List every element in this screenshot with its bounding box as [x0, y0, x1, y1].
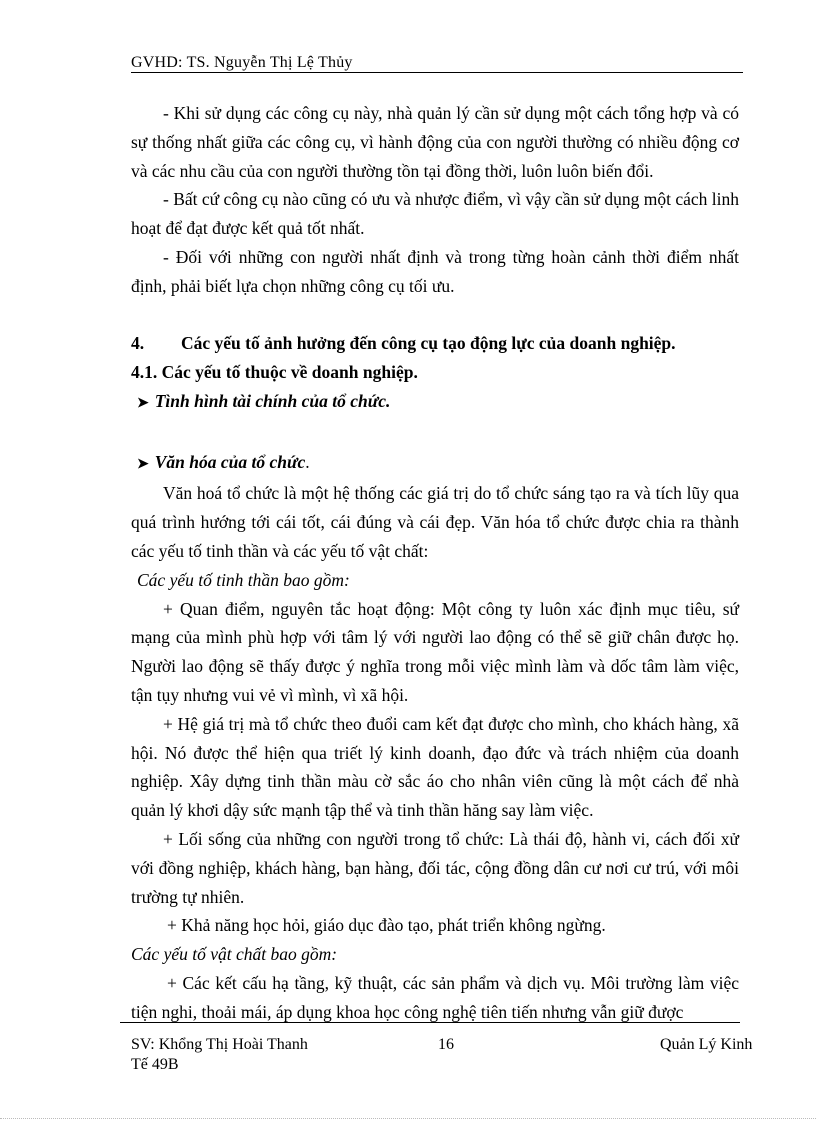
bullet-finance-text: Tình hình tài chính của tổ chức. [154, 390, 391, 411]
footer-divider [120, 1022, 740, 1023]
spiritual-item-learning: + Khả năng học hỏi, giáo dục đào tạo, phát triển không ngừng. [167, 915, 606, 936]
section-4-number: 4. [131, 333, 145, 354]
page-header: GVHD: TS. Nguyễn Thị Lệ Thủy [131, 54, 353, 71]
header-divider [131, 72, 743, 73]
arrow-bullet-icon: ➤ [137, 395, 149, 411]
spiritual-heading: Các yếu tố tinh thần bao gồm: [137, 569, 350, 590]
section-4-heading [131, 329, 739, 358]
paragraph-culture-intro: Văn hoá tổ chức là một hệ thống các giá trị do tổ chức sáng tạo ra và tích lũy qua quá trình hướng tới cái tốt, cái đúng và cái đẹp. Văn hóa tổ chức được chia ra thành các yếu tố tinh thần và các yếu tố vật chất: [131, 483, 739, 561]
footer-major: Quản Lý Kinh [660, 1036, 753, 1053]
page-number: 16 [438, 1036, 454, 1053]
bullet-finance [131, 387, 739, 419]
page-body [131, 99, 739, 1027]
material-item-infrastructure: + Các kết cấu hạ tầng, kỹ thuật, các sản phẩm và dịch vụ. Môi trường làm việc tiện nghi, thoải mái, áp dụng khoa học công nghệ tiên tiến nhưng vẫn giữ được [131, 972, 739, 1022]
footer-student-name: SV: Khổng Thị Hoài Thanh [131, 1036, 308, 1053]
spiritual-item-lifestyle: + Lối sống của những con người trong tổ chức: Là thái độ, hành vi, cách đối xử với đồng nghiệp, khách hàng, bạn hàng, đối tác, cộng đồng dân cư nơi cư trú, với môi trường tự nhiên. [131, 828, 739, 907]
section-4-title: Các yếu tố ảnh hưởng đến công cụ tạo động lực của doanh nghiệp. [181, 333, 676, 354]
arrow-bullet-icon: ➤ [137, 456, 149, 472]
page-bottom-edge [0, 1118, 816, 1119]
paragraph-tools-flexible: - Bất cứ công cụ nào cũng có ưu và nhược điểm, vì vậy cần sử dụng một cách linh hoạt để đạt được kết quả tốt nhất. [131, 189, 739, 239]
footer-student [131, 1035, 331, 1075]
footer-student-class: Tế 49B [131, 1056, 179, 1073]
bullet-culture [131, 448, 739, 480]
material-heading: Các yếu tố vật chất bao gồm: [131, 944, 338, 965]
section-4-1-heading: 4.1. Các yếu tố thuộc về doanh nghiệp. [131, 362, 418, 383]
paragraph-tools-combined: - Khi sử dụng các công cụ này, nhà quản lý cần sử dụng một cách tổng hợp và có sự thống nhất giữa các công cụ, vì hành động của con người thường có nhiều động cơ và các nhu cầu của con người thường tồn tại đồng thời, luôn luôn biến đổi. [131, 103, 739, 181]
paragraph-tools-optimal: - Đối với những con người nhất định và trong từng hoàn cảnh thời điểm nhất định, phải biết lựa chọn những công cụ tối ưu. [131, 246, 739, 296]
spiritual-item-values: + Hệ giá trị mà tổ chức theo đuổi cam kết đạt được cho mình, cho khách hàng, xã hội. Nó được thể hiện qua triết lý kinh doanh, đạo đức và trách nhiệm của doanh nghiệp. Xây dựng tinh thần màu cờ sắc áo cho nhân viên cũng là một cách để nhà quản lý khơi dậy sức mạnh tập thể và tinh thần hăng say làm việc. [131, 713, 739, 821]
spiritual-item-principles: + Quan điểm, nguyên tắc hoạt động: Một công ty luôn xác định mục tiêu, sứ mạng của mình phù hợp với tâm lý với người lao động có thể sẽ giữ chân được họ. Người lao động sẽ thấy được ý nghĩa trong mỗi việc mình làm và dốc tâm làm việc, tận tụy nhưng vui vẻ vì mình, vì xã hội. [131, 598, 739, 705]
bullet-culture-text: Văn hóa của tổ chức [154, 451, 306, 472]
bullet-culture-suffix: . [305, 451, 310, 472]
